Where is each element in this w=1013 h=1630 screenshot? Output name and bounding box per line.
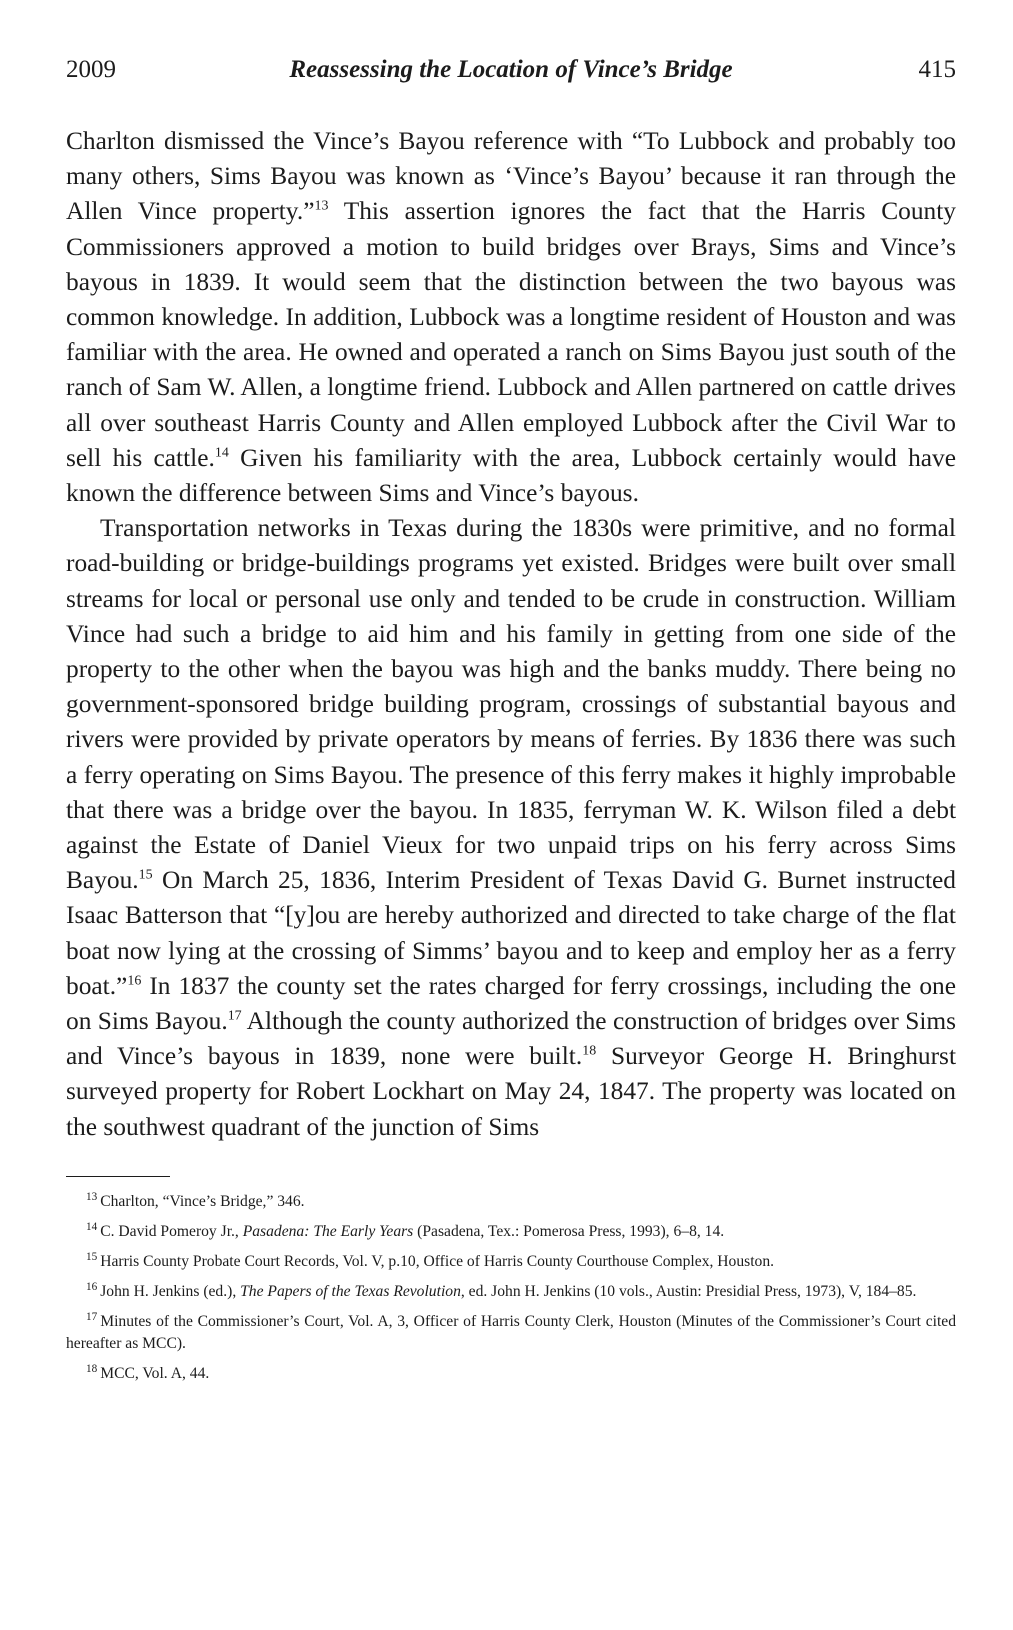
footnotes: [66, 1191, 956, 1385]
footnote-18: [66, 1363, 956, 1385]
text-run: In 1837 the county set the rates charged for ferry crossings, including the one on Sims Bayou.: [66, 971, 956, 1036]
footnote-14: [66, 1221, 956, 1243]
paragraph-2: [66, 511, 956, 1145]
footnote-divider: [66, 1176, 170, 1177]
footnote-number: 13: [86, 1190, 98, 1203]
paragraph-1: [66, 124, 956, 511]
footnote-15: [66, 1251, 956, 1273]
footnote-text: , ed. John H. Jenkins (10 vols., Austin: Presidial Press, 1973), V, 184–85.: [460, 1282, 917, 1300]
footnote-text: Minutes of the Commissioner’s Court, Vol. A, 3, Officer of Harris County Clerk, Houston (Minutes of the Commissioner’s Court cited hereafter as MCC).: [66, 1312, 956, 1352]
footnote-number: 17: [86, 1310, 98, 1323]
text-run: This assertion ignores the fact that the Harris County Commissioners approved a motion to build bridges over Brays, Sims and Vince’s bayous in 1839. It would seem that the distinction between the two bayous was common knowledge. In addition, Lubbock was a longtime resident of Houston and was familiar with the area. He owned and operated a ranch on Sims Bayou just south of the ranch of Sam W. Allen, a longtime friend. Lubbock and Allen partnered on cattle drives all over southeast Harris County and Allen employed Lubbock after the Civil War to sell his cattle.: [66, 197, 956, 472]
header-title: Reassessing the Location of Vince’s Bridge: [289, 56, 733, 83]
text-run: Charlton dismissed the Vince’s Bayou reference with “To Lubbock and probably too many others, Sims Bayou was known as ‘Vince’s Bayou’ because it ran through the Allen Vince property.”: [66, 127, 956, 226]
text-run: Surveyor George H. Bringhurst surveyed property for Robert Lockhart on May 24, 1847. The property was located on the southwest quadrant of the junction of Sims: [66, 1042, 956, 1141]
footnote-text: MCC, Vol. A, 44.: [100, 1364, 210, 1382]
text-run: Although the county authorized the construction of bridges over Sims and Vince’s bayous in 1839, none were built.: [66, 1007, 956, 1071]
text-run: Transportation networks in Texas during the 1830s were primitive, and no formal road-building or bridge-buildings programs yet existed. Bridges were built over small streams for local or personal use only and tended to be crude in construction. William Vince had such a bridge to aid him and his family in getting from one side of the property to the other when the bayou was high and the banks muddy. There being no government-sponsored bridge building program, crossings of substantial bayous and rivers were provided by private operators by means of ferries. By 1836 there was such a ferry operating on Sims Bayou. The presence of this ferry makes it highly improbable that there was a bridge over the bayou. In 1835, ferryman W. K. Wilson filed a debt against the Estate of Daniel Vieux for two unpaid trips on his ferry across Sims Bayou.: [66, 514, 956, 895]
footnote-13: [66, 1191, 956, 1213]
footnote-ref-15: 15: [138, 867, 153, 883]
footnote-title: Pasadena: The Early Years: [242, 1222, 414, 1240]
footnote-text: C. David Pomeroy Jr.,: [100, 1222, 243, 1240]
footnote-ref-16: 16: [127, 973, 142, 989]
footnote-text: Charlton, “Vince’s Bridge,” 346.: [100, 1192, 305, 1210]
header-year: 2009: [66, 56, 116, 83]
footnote-number: 14: [86, 1220, 98, 1233]
footnote-text: (Pasadena, Tex.: Pomerosa Press, 1993), 6–8, 14.: [413, 1222, 725, 1240]
footnote-number: 15: [86, 1250, 98, 1263]
footnote-number: 16: [86, 1280, 98, 1293]
footnote-ref-17: 17: [227, 1008, 242, 1024]
footnote-text: John H. Jenkins (ed.),: [100, 1282, 241, 1300]
page-number: 415: [918, 56, 956, 83]
running-head: [66, 50, 956, 84]
footnote-ref-14: 14: [214, 445, 229, 461]
body-text: [66, 124, 956, 1145]
footnote-number: 18: [86, 1362, 98, 1375]
journal-page: [66, 50, 956, 1393]
footnote-17: [66, 1311, 956, 1355]
text-run: On March 25, 1836, Interim President of Texas David G. Burnet instructed Isaac Batterson that “[y]ou are hereby authorized and directed to take charge of the flat boat now lying at the crossing of Simms’ bayou and to keep and employ her as a ferry boat.”: [66, 866, 956, 1000]
footnote-text: Harris County Probate Court Records, Vol. V, p.10, Office of Harris County Courthouse Complex, Houston.: [100, 1252, 775, 1270]
footnote-ref-13: 13: [314, 198, 329, 214]
footnote-16: [66, 1281, 956, 1303]
footnote-title: The Papers of the Texas Revolution: [240, 1282, 461, 1300]
footnote-ref-18: 18: [582, 1043, 597, 1059]
text-run: Given his familiarity with the area, Lubbock certainly would have known the difference between Sims and Vince’s bayous.: [66, 443, 957, 508]
